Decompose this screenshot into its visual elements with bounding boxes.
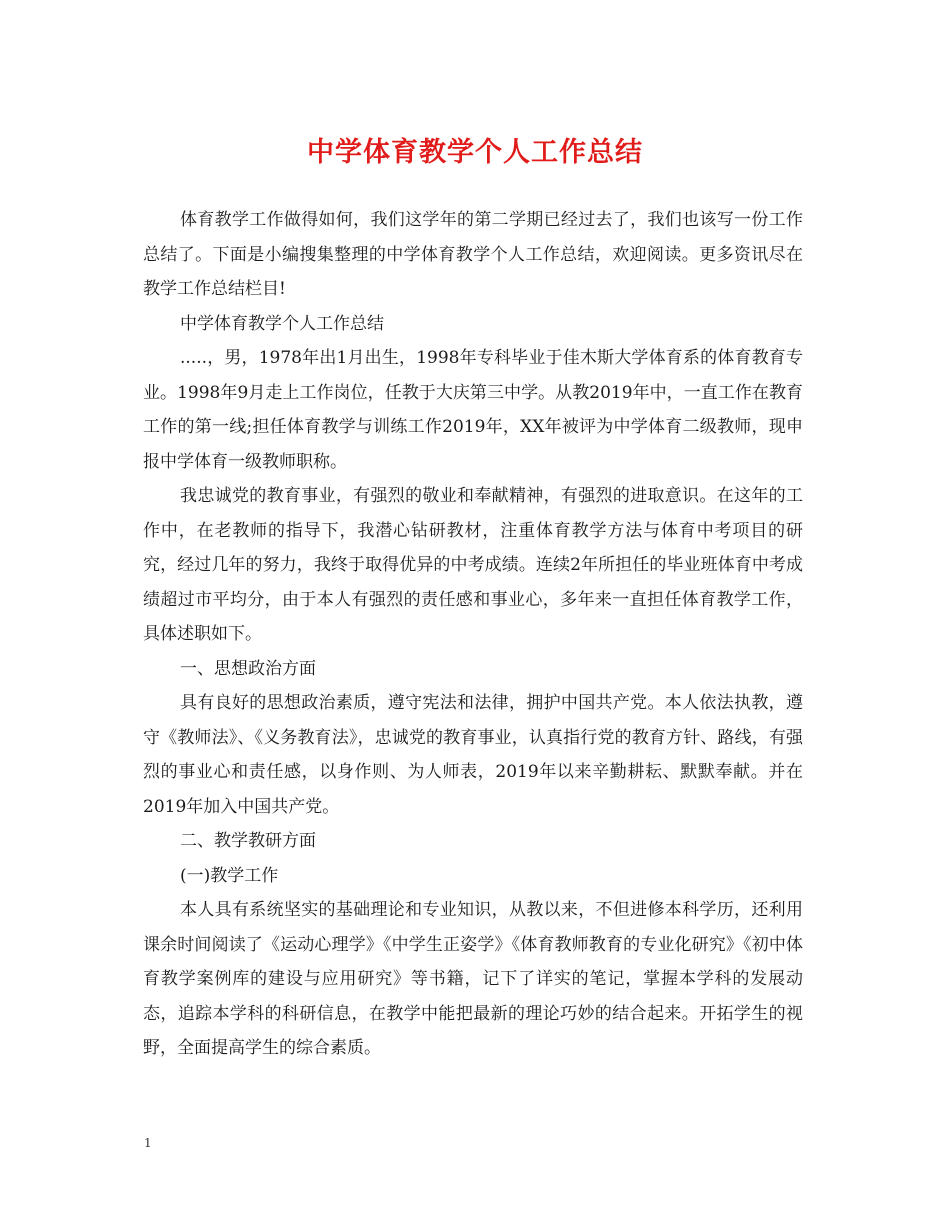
bio-paragraph: .....，男，1978年出1月出生，1998年专科毕业于佳木斯大学体育系的体育教育专业。1998年9月走上工作岗位，任教于大庆第三中学。从教2019年中，一直工作在教育工作的第一线;担任体育教学与训练工作2019年，XX年被评为中学体育二级教师，现申报中学体育一级教师职称。 [143,348,803,472]
political-paragraph: 具有良好的思想政治素质，遵守宪法和法律，拥护中国共产党。本人依法执教，遵守《教师法》、《义务教育法》，忠诚党的教育事业，认真指行党的教育方针、路线，有强烈的事业心和责任感，以身作则、为人师表，2019年以来辛勤耕耘、默默奉献。并在2019年加入中国共产党。 [143,693,803,817]
page-number: 1 [144,1136,152,1150]
teaching-paragraph: 本人具有系统坚实的基础理论和专业知识，从教以来，不但进修本科学历，还利用课余时间阅读了《运动心理学》《中学生正姿学》《体育教师教育的专业化研究》《初中体育教学案例库的建设与应用研究》等书籍，记下了详实的笔记，掌握本学科的发展动态，追踪本学科的科研信息，在教学中能把最新的理论巧妙的结合起来。开拓学生的视野，全面提高学生的综合素质。 [143,900,803,1058]
heading-political: 一、思想政治方面 [180,658,316,679]
heading-teaching-research: 二、教学教研方面 [180,831,316,851]
commitment-paragraph: 我忠诚党的教育事业，有强烈的敬业和奉献精神，有强烈的进取意识。在这年的工作中，在老教师的指导下，我潜心钻研教材，注重体育教学方法与体育中考项目的研究，经过几年的努力，我终于取得优异的中考成绩。连续2年所担任的毕业班体育中考成绩超过市平均分，由于本人有强烈的责任感和事业心，多年来一直担任体育教学工作，具体述职如下。 [143,486,803,644]
subheading-teaching-work: (一)教学工作 [180,865,279,886]
intro-paragraph: 体育教学工作做得如何，我们这学年的第二学期已经过去了，我们也该写一份工作总结了。下面是小编搜集整理的中学体育教学个人工作总结，欢迎阅读。更多资讯尽在教学工作总结栏目! [143,210,803,299]
document-title: 中学体育教学个人工作总结 [307,137,643,168]
section-subtitle: 中学体育教学个人工作总结 [180,313,384,334]
document-body [143,203,803,1066]
